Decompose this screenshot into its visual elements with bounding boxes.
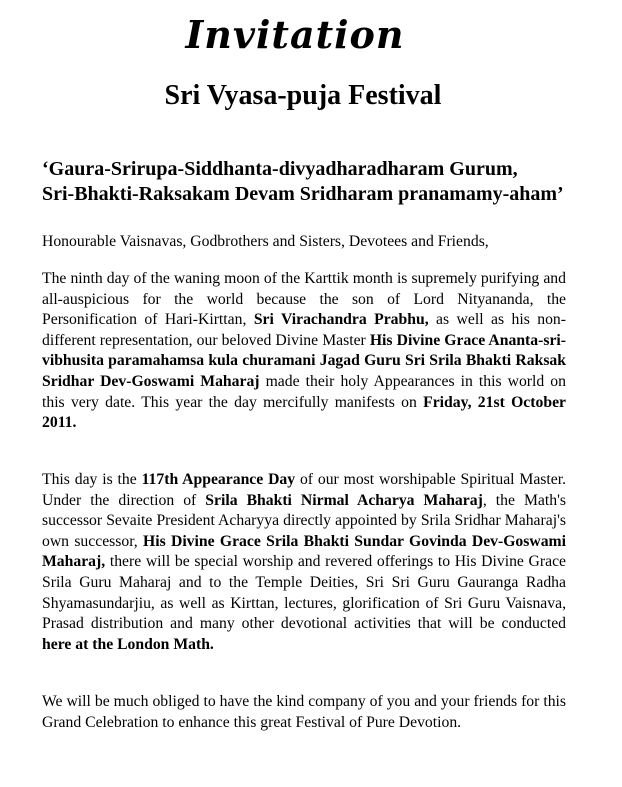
- paragraph-closing: [42, 692, 566, 733]
- invitation-heading: Invitation: [185, 12, 405, 57]
- p2-bold-govinda-maharaj: His Divine Grace Srila Bhakti Sundar Govinda Dev-Goswami Maharaj,: [42, 532, 566, 571]
- paragraph-appearance-date: [42, 269, 566, 434]
- p1-text-2: as well as his non-different representation, our beloved Divine Master: [42, 311, 566, 349]
- mantra-line-1: ‘Gaura-Srirupa-Siddhanta-divyadharadharam Gurum,: [42, 158, 518, 180]
- p1-text-3: made their holy Appearances in this world on this very date. This year the day mercifully manifests on: [42, 372, 566, 411]
- mantra-block: [42, 157, 602, 207]
- p2-bold-london-math: here at the London Math.: [42, 635, 214, 653]
- p3-text-1: We will be much obliged to have the kind company of you and your friends for this Grand Celebration to enhance this great Festival of Pure Devotion.: [42, 693, 566, 731]
- p1-text-1: The ninth day of the waning moon of the Karttik month is supremely purifying and all-auspicious for the world because the son of Lord Nityananda, the Personification of Hari-Kirttan,: [42, 270, 566, 329]
- festival-title: Sri Vyasa-puja Festival: [164, 80, 442, 111]
- p2-text-3: , the Math's successor Sevaite President Acharyya directly appointed by Srila Sridhar Maharaj's own successor,: [42, 491, 566, 550]
- p2-bold-appearance-day: 117th Appearance Day: [141, 471, 296, 488]
- greeting: Honourable Vaisnavas, Godbrothers and Sisters, Devotees and Friends,: [42, 233, 489, 250]
- paragraph-celebration: [42, 470, 566, 655]
- p2-text-2: of our most worshipable Spiritual Master. Under the direction of: [42, 471, 567, 509]
- p1-bold-divine-grace: His Divine Grace Ananta-sri-vibhusita paramahamsa kula churamani Jagad Guru Sri Srila Bhakti Raksak Sridhar Dev-Goswami Maharaj: [42, 331, 566, 390]
- p2-text-1: This day is the: [42, 471, 142, 488]
- mantra-line-2: Sri-Bhakti-Raksakam Devam Sridharam pranamamy-aham’: [42, 183, 564, 205]
- p1-bold-date: Friday, 21st October 2011.: [42, 393, 566, 432]
- p2-bold-acharya: Srila Bhakti Nirmal Acharya Maharaj: [205, 491, 483, 509]
- p1-bold-virachandra: Sri Virachandra Prabhu,: [253, 311, 429, 329]
- p2-text-4: there will be special worship and revered offerings to His Divine Grace Srila Guru Maharaj and to the Temple Deities, Sri Sri Guru Gauranga Radha Shyamasundarjiu, as well as Kirttan, lectures, glorification of Sri Guru Vaisnava, Prasad distribution and many other devotional activities that will be conducted: [42, 553, 566, 633]
